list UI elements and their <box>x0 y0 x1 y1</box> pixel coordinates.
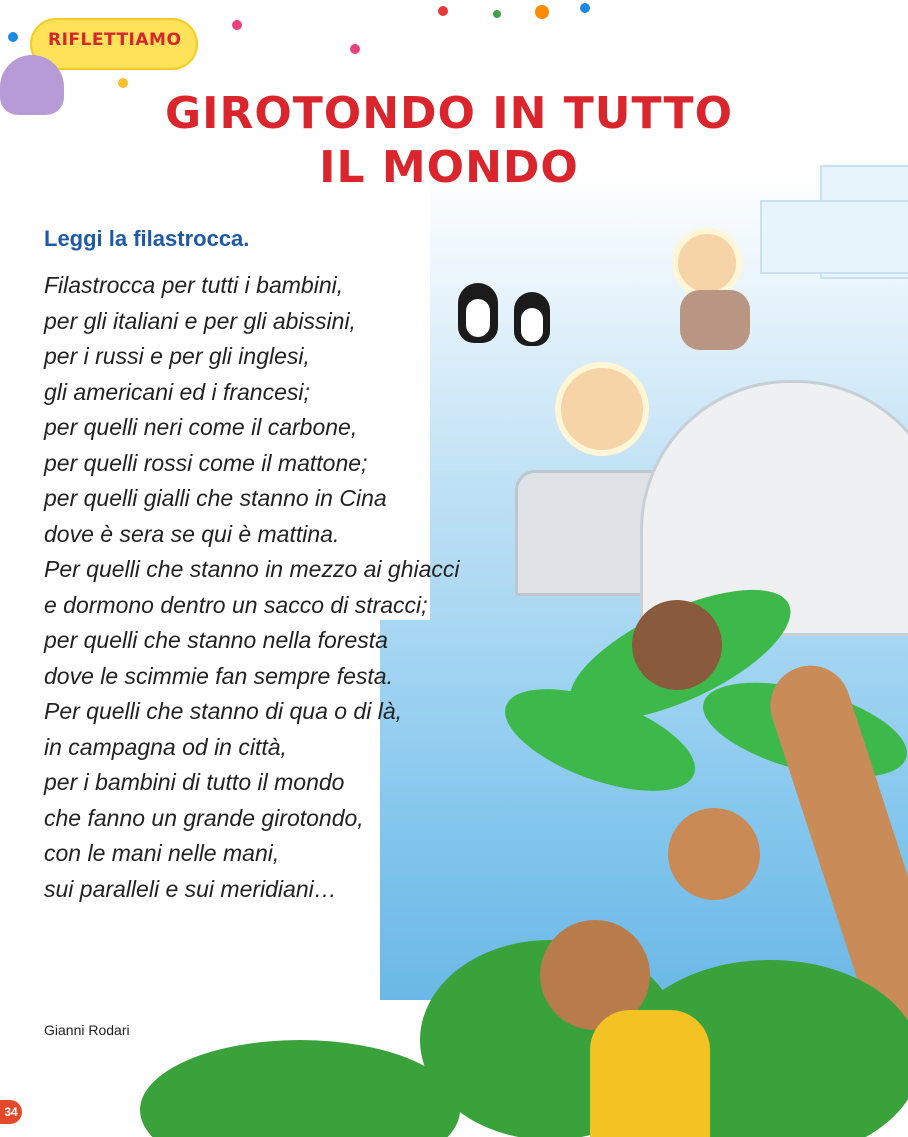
page-title-line1: GIROTONDO IN TUTTO <box>165 88 733 139</box>
poem-line: e dormono dentro un sacco di stracci; <box>44 591 428 618</box>
poem-line: per quelli che stanno nella foresta <box>44 627 388 653</box>
poem-line: per quelli gialli che stanno in Cina <box>44 485 387 511</box>
dot-decoration <box>232 20 242 30</box>
poem-line: con le mani nelle mani, <box>44 840 280 866</box>
poem-line: per quelli rossi come il mattone; <box>44 449 368 476</box>
penguin-icon <box>514 292 550 346</box>
dot-decoration <box>438 6 448 16</box>
poem-line: per i russi e per gli inglesi, <box>44 343 310 369</box>
instruction: Leggi la filastrocca. <box>44 226 250 251</box>
dot-decoration <box>493 10 501 18</box>
dot-decoration <box>118 78 128 88</box>
poem-line: per i bambini di tutto il mondo <box>44 769 345 795</box>
dot-decoration <box>535 5 549 19</box>
page-number: 34 <box>0 1100 22 1124</box>
poem-line: dove è sera se qui è mattina. <box>44 520 340 547</box>
dot-decoration <box>8 32 18 42</box>
poem-line: in campagna od in città, <box>44 733 287 760</box>
ice-block <box>760 200 908 274</box>
poem-line: Filastrocca per tutti i bambini, <box>44 272 344 298</box>
section-badge-label: RIFLETTIAMO <box>48 30 182 50</box>
page-title-line2: IL MONDO <box>319 142 579 193</box>
poem-line: per gli italiani e per gli abissini, <box>44 307 356 334</box>
girl-dress <box>590 1010 710 1137</box>
poem-line: sui paralleli e sui meridiani… <box>44 875 337 902</box>
penguin-icon <box>458 283 498 343</box>
poem-line: Per quelli che stanno di qua o di là, <box>44 698 403 724</box>
poem <box>44 268 460 907</box>
poem-author: Gianni Rodari <box>44 1022 130 1038</box>
poem-line: gli americani ed i francesi; <box>44 378 310 405</box>
eskimo-boy-face <box>555 362 649 456</box>
child-face <box>668 808 760 900</box>
eskimo-child-face <box>672 228 742 298</box>
dot-decoration <box>350 44 360 54</box>
dot-decoration <box>580 3 590 13</box>
poem-line: che fanno un grande girotondo, <box>44 804 364 831</box>
poem-line: Per quelli che stanno in mezzo ai ghiacci <box>44 556 460 582</box>
eskimo-child-body <box>680 290 750 350</box>
poem-line: per quelli neri come il carbone, <box>44 414 358 440</box>
monkey-icon <box>632 600 722 690</box>
bush <box>140 1040 460 1137</box>
poem-line: dove le scimmie fan sempre festa. <box>44 662 393 689</box>
